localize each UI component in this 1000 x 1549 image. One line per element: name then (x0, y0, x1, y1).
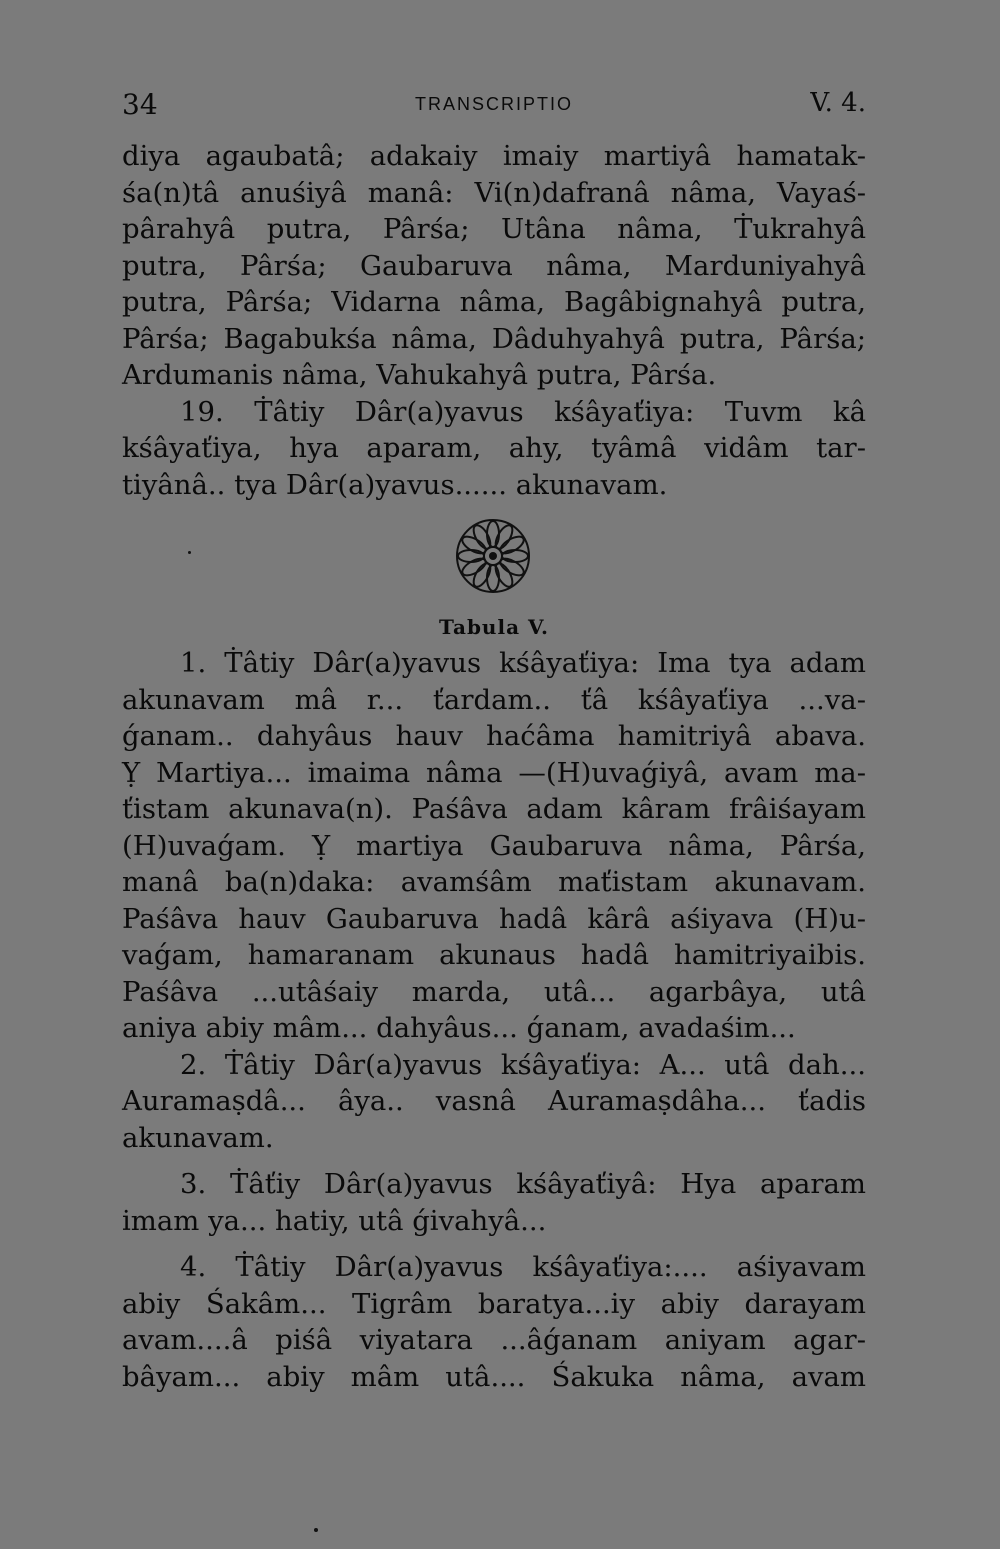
text-line: (H)uvaǵam. Ỵ martiya Gaubaruva nâma, Pârśa, (122, 829, 866, 862)
paragraph-2 (122, 1047, 866, 1157)
text-line: manâ ba(n)daka: avamśâm maťistam akunavam. (122, 866, 866, 898)
text-line: 19. Ṫâtiy Dâr(a)yavus kśâyaťiya: Tuvm kâ (180, 395, 866, 428)
text-line: bâyam... abiy mâm utâ.... Śakuka nâma, avam (122, 1360, 866, 1393)
book-page (122, 88, 866, 1395)
paragraph-4 (122, 1249, 866, 1395)
text-line: pârahyâ putra, Pârśa; Utâna nâma, Ṫukrahyâ (122, 213, 866, 245)
text-line: aniya abiy mâm... dahyâus... ǵanam, avadaśim... (122, 1012, 796, 1044)
print-speck (188, 551, 191, 554)
text-line: śa(n)tâ anuśiyâ manâ: Vi(n)dafranâ nâma, Vayaś- (122, 176, 866, 209)
print-speck (314, 1528, 318, 1532)
text-line: 1. Ṫâtiy Dâr(a)yavus kśâyaťiya: Ima tya adam (180, 647, 866, 679)
text-line: Paśâva hauv Gaubaruva hadâ kârâ aśiyava (H)u- (122, 902, 866, 935)
text-line: 2. Ṫâtiy Dâr(a)yavus kśâyaťiya: A... utâ dah... (180, 1048, 866, 1081)
section-mark: V. 4. (810, 88, 866, 118)
main-text (122, 138, 866, 1395)
text-line: vaǵam, hamaranam akunaus hadâ hamitriyaibis. (122, 939, 866, 971)
text-line: ǵanam.. dahyâus hauv haćâma hamitriyâ abava. (122, 720, 866, 752)
rosette-ornament-icon (452, 515, 534, 597)
text-line: kśâyaťiya, hya aparam, ahy, tyâmâ vidâm tar- (122, 432, 866, 464)
text-line: diya agaubatâ; adakaiy imaiy martiyâ hamatak- (122, 140, 866, 172)
text-line: 4. Ṫâtiy Dâr(a)yavus kśâyaťiya:.... aśiyavam (180, 1251, 866, 1283)
running-title: TRANSCRIPTIO (414, 94, 573, 114)
paragraph-19 (122, 394, 866, 504)
page-header (122, 88, 866, 138)
text-line: imam ya... hatiy, utâ ǵivahyâ... (122, 1204, 547, 1237)
text-line: putra, Pârśa; Vidarna nâma, Bagâbignahyâ putra, (122, 286, 866, 318)
text-line: Ỵ Martiya... imaima nâma —(H)uvaǵiyâ, avam ma- (122, 756, 866, 789)
tabula-heading: Tabula V. (439, 615, 549, 639)
text-line: tiyânâ.. tya Dâr(a)yavus...... akunavam. (122, 468, 668, 501)
text-line: akunavam mâ r... ťardam.. ťâ kśâyaťiya ...va- (122, 683, 866, 716)
text-line: ťistam akunava(n). Paśâva adam kâram frâiśayam (122, 793, 866, 825)
paragraph-1 (122, 645, 866, 1047)
text-line: Paśâva ...utâśaiy marda, utâ... agarbâya, utâ (122, 975, 866, 1008)
text-line: Auramaṣdâ... âya.. vasnâ Auramaṣdâha... ťadis (122, 1085, 866, 1117)
paragraph-3 (122, 1166, 866, 1239)
text-line: Pârśa; Bagabukśa nâma, Dâduhyahyâ putra, Pârśa; (122, 322, 866, 355)
text-line: 3. Ṫâťiy Dâr(a)yavus kśâyaťiyâ: Hya aparam (180, 1168, 866, 1200)
text-line: Ardumanis nâma, Vahukahyâ putra, Pârśa. (122, 359, 717, 391)
text-line: putra, Pârśa; Gaubaruva nâma, Marduniyahyâ (122, 249, 866, 282)
ornament-area (122, 503, 866, 609)
text-line: abiy Śakâm... Tigrâm baratya...iy abiy darayam (122, 1287, 866, 1320)
text-line: akunavam. (122, 1121, 274, 1154)
page-number: 34 (122, 88, 158, 121)
paragraph-continued (122, 138, 866, 394)
text-line: avam....â piśâ viyatara ...âǵanam aniyam agar- (122, 1324, 866, 1356)
